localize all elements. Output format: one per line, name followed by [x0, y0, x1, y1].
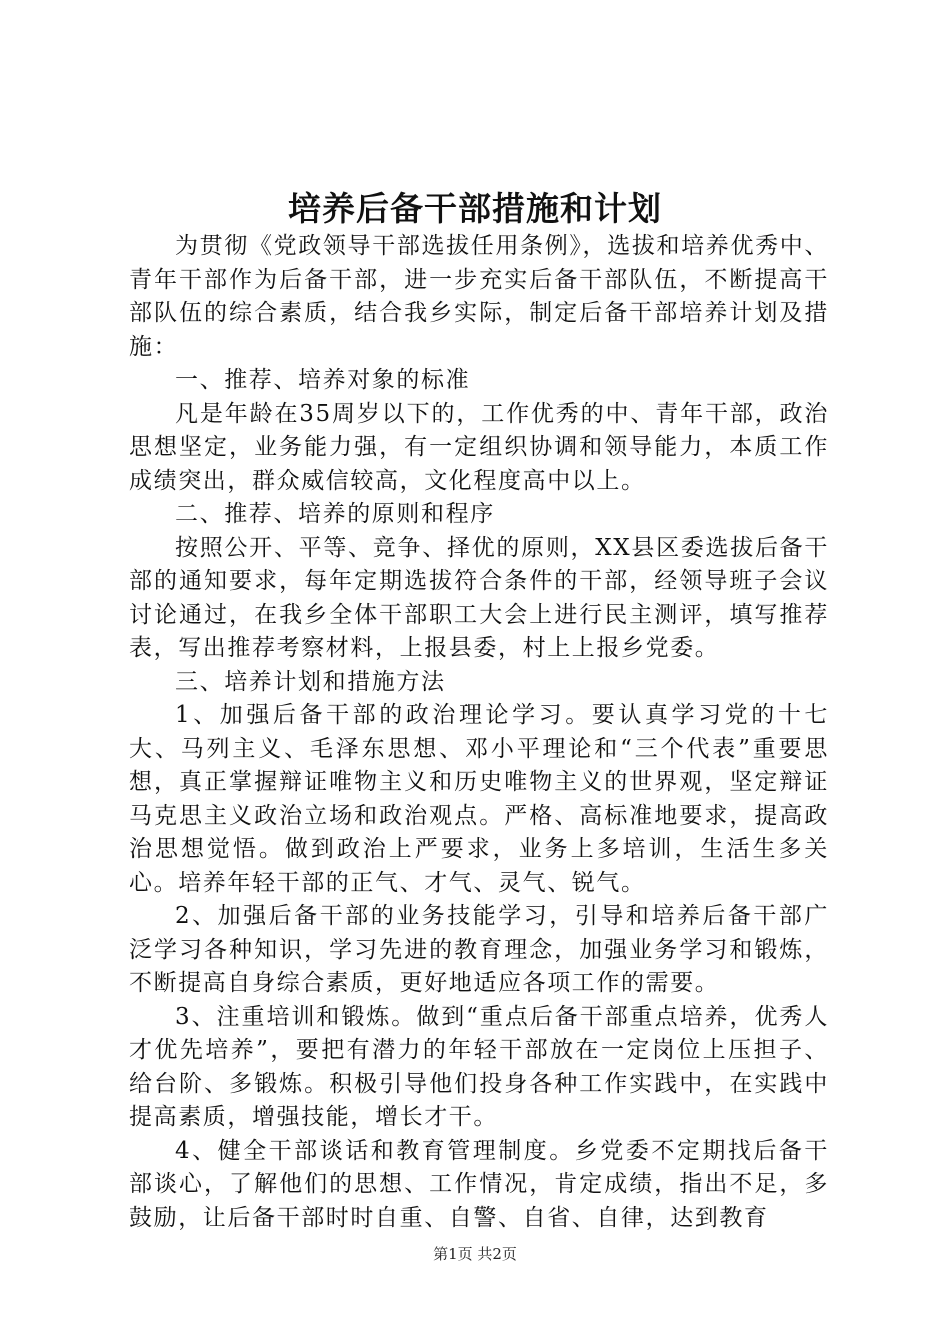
document-title: 培养后备干部措施和计划: [288, 189, 662, 228]
measure-2-paragraph: 2、加强后备干部的业务技能学习，引导和培养后备干部广泛学习各种知识，学习先进的教育理念，加强业务学习和锻炼，不断提高自身综合素质，更好地适应各项工作的需要。: [129, 903, 829, 996]
section-heading-3: 三、培养计划和措施方法: [175, 668, 446, 695]
measure-1-paragraph: 1、加强后备干部的政治理论学习。要认真学习党的十七大、马列主义、毛泽东思想、邓小平理论和“三个代表”重要思想，真正掌握辩证唯物主义和历史唯物主义的世界观，坚定辩证马克思主义政治立场和政治观点。严格、高标准地要求，提高政治思想觉悟。做到政治上严要求，业务上多培训，生活生多关心。培养年轻干部的正气、才气、灵气、锐气。: [129, 702, 829, 896]
document-body: [129, 230, 829, 1235]
measure-4-paragraph: 4、健全干部谈话和教育管理制度。乡党委不定期找后备干部谈心，了解他们的思想、工作情况，肯定成绩，指出不足，多鼓励，让后备干部时时自重、自警、自省、自律，达到教育: [129, 1137, 829, 1231]
section-1-paragraph: 凡是年龄在35周岁以下的，工作优秀的中、青年干部，政治思想坚定，业务能力强，有一定组织协调和领导能力，本质工作成绩突出，群众威信较高，文化程度高中以上。: [129, 400, 829, 494]
measure-3-paragraph: 3、注重培训和锻炼。做到“重点后备干部重点培养，优秀人才优先培养”，要把有潜力的年轻干部放在一定岗位上压担子、给台阶、多锻炼。积极引导他们投身各种工作实践中，在实践中提高素质，增强技能，增长才干。: [129, 1003, 829, 1130]
intro-paragraph: 为贯彻《党政领导干部选拔任用条例》，选拔和培养优秀中、青年干部作为后备干部，进一步充实后备干部队伍，不断提高干部队伍的综合素质，结合我乡实际，制定后备干部培养计划及措施：: [129, 233, 829, 360]
section-heading-2: 二、推荐、培养的原则和程序: [175, 501, 495, 527]
section-heading-1: 一、推荐、培养对象的标准: [175, 367, 471, 393]
page-number-footer: 第1页 共2页: [433, 1245, 517, 1263]
section-2-paragraph: 按照公开、平等、竞争、择优的原则，XX县区委选拔后备干部的通知要求，每年定期选拔符合条件的干部，经领导班子会议讨论通过，在我乡全体干部职工大会上进行民主测评，填写推荐表，写出推荐考察材料，上报县委，村上上报乡党委。: [129, 534, 829, 661]
